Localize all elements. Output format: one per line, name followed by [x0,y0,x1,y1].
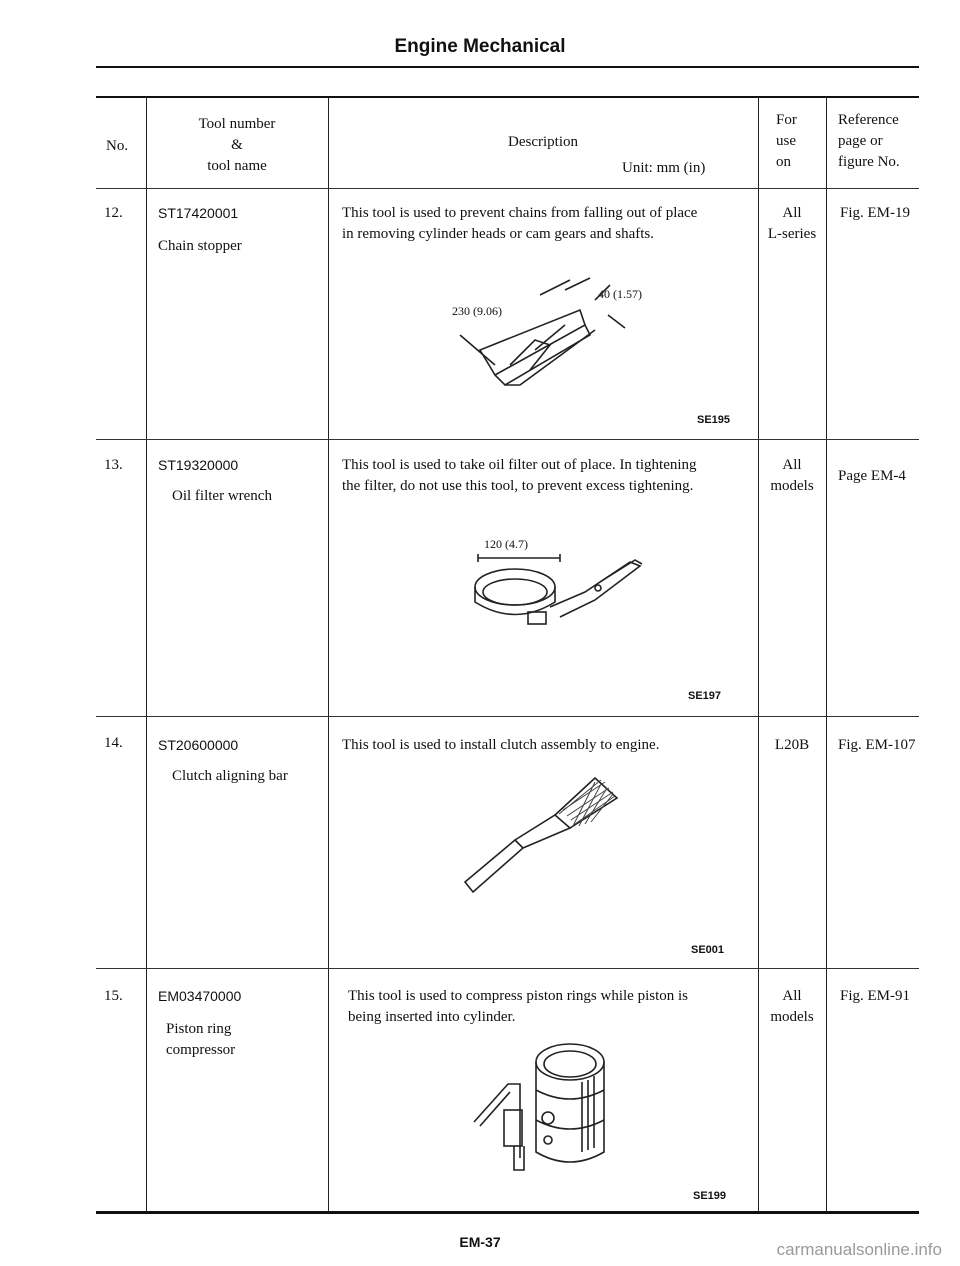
watermark: carmanualsonline.info [776,1240,942,1259]
for-use-line: models [770,478,814,494]
row-number: 15. [104,988,123,1004]
description-line: This tool is used to take oil filter out of place. In tightening [342,457,697,473]
header-for-line: use [776,133,796,149]
chain-stopper-icon [440,270,690,400]
header-tool [146,114,328,177]
for-use-on [758,203,826,245]
tool-number: ST17420001 [158,205,239,221]
for-use-line: models [770,1009,814,1025]
for-use-line: All [782,457,802,473]
header-ref-line: Reference [838,112,899,128]
header-description: Description [508,134,578,150]
for-use-line: All [782,205,802,221]
figure-code: SE197 [688,690,722,702]
description-line: the filter, do not use this tool, to prevent excess tightening. [342,478,694,494]
header-tool-line: tool name [207,158,267,174]
tool-name: Chain stopper [158,238,242,254]
dimension-label: 40 (1.57) [598,287,642,301]
tool-name [166,1019,235,1061]
column-divider [328,96,329,1214]
header-ref-line: page or [838,133,883,149]
column-divider [758,96,759,1214]
row-number: 13. [104,457,123,473]
tool-name: Oil filter wrench [172,488,272,504]
figure-code: SE195 [697,414,731,426]
header-unit: Unit: mm (in) [622,160,706,176]
tool-number: ST19320000 [158,457,239,473]
description-text [342,455,697,497]
header-tool-line: & [231,137,243,153]
dimension-label: 120 (4.7) [484,537,528,551]
reference: Fig. EM-19 [840,205,911,221]
description-text: This tool is used to install clutch assembly to engine. [342,737,660,753]
header-ref-line: figure No. [838,154,900,170]
tool-number: EM03470000 [158,988,242,1004]
description-line: being inserted into cylinder. [348,1009,516,1025]
header-reference [838,110,900,173]
oil-filter-wrench-icon [470,552,660,642]
row-number: 12. [104,205,123,221]
table-top-rule [96,96,919,98]
description-line: This tool is used to prevent chains from falling out of place [342,205,698,221]
reference: Fig. EM-91 [840,988,911,1004]
row-divider [96,188,919,189]
reference: Page EM-4 [838,468,906,484]
for-use-on [758,455,826,497]
page-title: Engine Mechanical [394,36,566,57]
row-divider [96,968,919,969]
dimension-label: 230 (9.06) [452,304,502,318]
column-divider [146,96,147,1214]
row-divider [96,716,919,717]
tool-number: ST20600000 [158,737,239,753]
tool-name-line: Piston ring [166,1021,232,1037]
reference: Fig. EM-107 [838,737,916,753]
clutch-aligning-bar-icon [455,770,635,900]
piston-ring-compressor-icon [470,1040,620,1175]
description-text [348,986,688,1028]
row-divider [96,439,919,440]
row-number: 14. [104,735,123,751]
description-line: This tool is used to compress piston rings while piston is [348,988,688,1004]
for-use-line: All [782,988,802,1004]
figure-code: SE001 [691,944,725,956]
for-use-on [758,986,826,1028]
header-no: No. [106,138,129,154]
figure-code: SE199 [693,1190,727,1202]
for-use-line: L-series [767,226,817,242]
header-for-line: For [776,112,797,128]
page-number: EM-37 [459,1234,501,1250]
header-tool-line: Tool number [198,116,276,132]
tool-name-line: compressor [166,1042,236,1058]
tool-name: Clutch aligning bar [172,768,288,784]
description-text [342,203,697,245]
description-line: in removing cylinder heads or cam gears and shafts. [342,226,654,242]
header-for [776,110,797,173]
column-divider [826,96,827,1214]
header-rule [96,66,919,68]
footer-rule [96,1211,919,1214]
header-for-line: on [776,154,791,170]
for-use-on: L20B [774,737,810,753]
